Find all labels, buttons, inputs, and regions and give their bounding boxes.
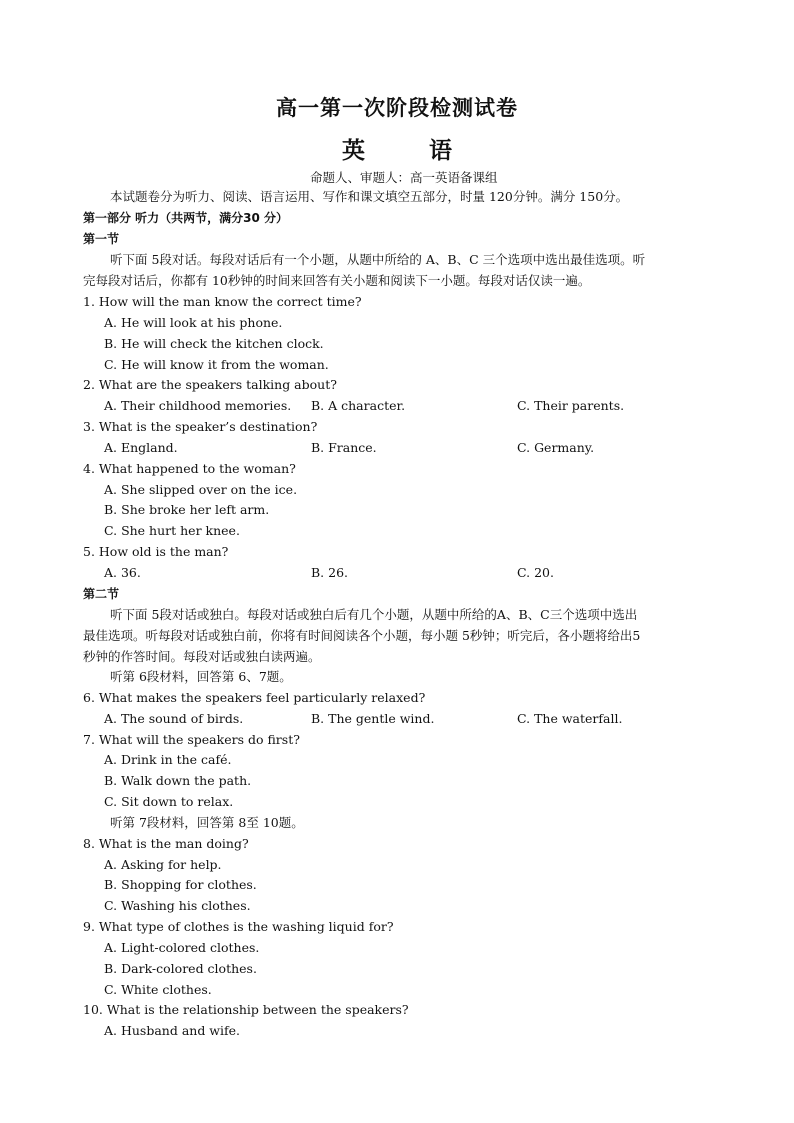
section1-instruction-2: 完每段对话后，你都有 10秒钟的时间来回答有关小题和阅读下一小题。每段对话仅读一遍。 — [83, 273, 591, 288]
question-7-option-b: B. Walk down the path. — [104, 773, 252, 788]
question-8-option-b: B. Shopping for clothes. — [104, 877, 257, 892]
material-7-note: 听第 7段材料，回答第 8至 10题。 — [110, 815, 304, 830]
question-2-option-a: A. Their childhood memories. — [104, 398, 292, 413]
question-2-option-b: B. A character. — [311, 398, 406, 413]
question-6-option-b: B. The gentle wind. — [311, 711, 435, 726]
question-4-option-c: C. She hurt her knee. — [104, 523, 240, 538]
material-6-note: 听第 6段材料，回答第 6、7题。 — [110, 669, 292, 684]
question-5-option-c: C. 20. — [517, 565, 554, 580]
question-4-option-a: A. She slipped over on the ice. — [104, 482, 298, 497]
section1-heading: 第一节 — [83, 232, 120, 246]
question-7-option-a: A. Drink in the café. — [104, 752, 232, 767]
question-8-option-c: C. Washing his clothes. — [104, 898, 251, 913]
question-8: 8. What is the man doing? — [83, 836, 249, 851]
section2-heading: 第二节 — [83, 587, 120, 601]
exam-title: 高一第一次阶段检测试卷 — [276, 96, 518, 120]
question-1-option-c: C. He will know it from the woman. — [104, 357, 329, 372]
intro-text: 本试题卷分为听力、阅读、语言运用、写作和课文填空五部分，时量 120分钟。满分 150分。 — [110, 189, 629, 204]
question-3-option-c: C. Germany. — [517, 440, 595, 455]
question-3: 3. What is the speaker’s destination? — [83, 419, 318, 434]
question-6: 6. What makes the speakers feel particularly relaxed? — [83, 690, 426, 705]
question-6-option-c: C. The waterfall. — [517, 711, 623, 726]
question-4: 4. What happened to the woman? — [83, 461, 296, 476]
question-1-option-b: B. He will check the kitchen clock. — [104, 336, 324, 351]
question-5-option-b: B. 26. — [311, 565, 349, 580]
question-9-option-a: A. Light-colored clothes. — [104, 940, 260, 955]
section2-instruction-2: 最佳选项。听每段对话或独白前，你将有时间阅读各个小题，每小题 5秒钟；听完后，各小题将给出5 — [83, 628, 641, 643]
question-8-option-a: A. Asking for help. — [104, 857, 222, 872]
section2-instruction-3: 秒钟的作答时间。每段对话或独白读两遍。 — [83, 649, 321, 664]
question-9-option-c: C. White clothes. — [104, 982, 212, 997]
question-3-option-a: A. England. — [104, 440, 178, 455]
question-3-option-b: B. France. — [311, 440, 377, 455]
question-2: 2. What are the speakers talking about? — [83, 377, 337, 392]
question-7-option-c: C. Sit down to relax. — [104, 794, 234, 809]
part1-heading: 第一部分 听力（共两节，满分30 分） — [83, 211, 289, 225]
subject-title: 英 语 — [341, 138, 480, 164]
question-9: 9. What type of clothes is the washing liquid for? — [83, 919, 394, 934]
question-4-option-b: B. She broke her left arm. — [104, 502, 270, 517]
authors-line: 命题人、审题人：高一英语备课组 — [310, 170, 498, 185]
question-5: 5. How old is the man? — [83, 544, 229, 559]
question-10-option-a: A. Husband and wife. — [104, 1023, 240, 1038]
section1-instruction-1: 听下面 5段对话。每段对话后有一个小题，从题中所给的 A、B、C 三个选项中选出最佳选项。听 — [110, 252, 646, 267]
question-10: 10. What is the relationship between the speakers? — [83, 1002, 409, 1017]
question-7: 7. What will the speakers do first? — [83, 732, 300, 747]
question-2-option-c: C. Their parents. — [517, 398, 625, 413]
question-6-option-a: A. The sound of birds. — [104, 711, 244, 726]
question-5-option-a: A. 36. — [104, 565, 141, 580]
question-1-option-a: A. He will look at his phone. — [104, 315, 283, 330]
question-1: 1. How will the man know the correct time? — [83, 294, 362, 309]
question-9-option-b: B. Dark-colored clothes. — [104, 961, 257, 976]
section2-instruction-1: 听下面 5段对话或独白。每段对话或独白后有几个小题，从题中所给的A、B、C三个选项中选出 — [110, 607, 638, 622]
